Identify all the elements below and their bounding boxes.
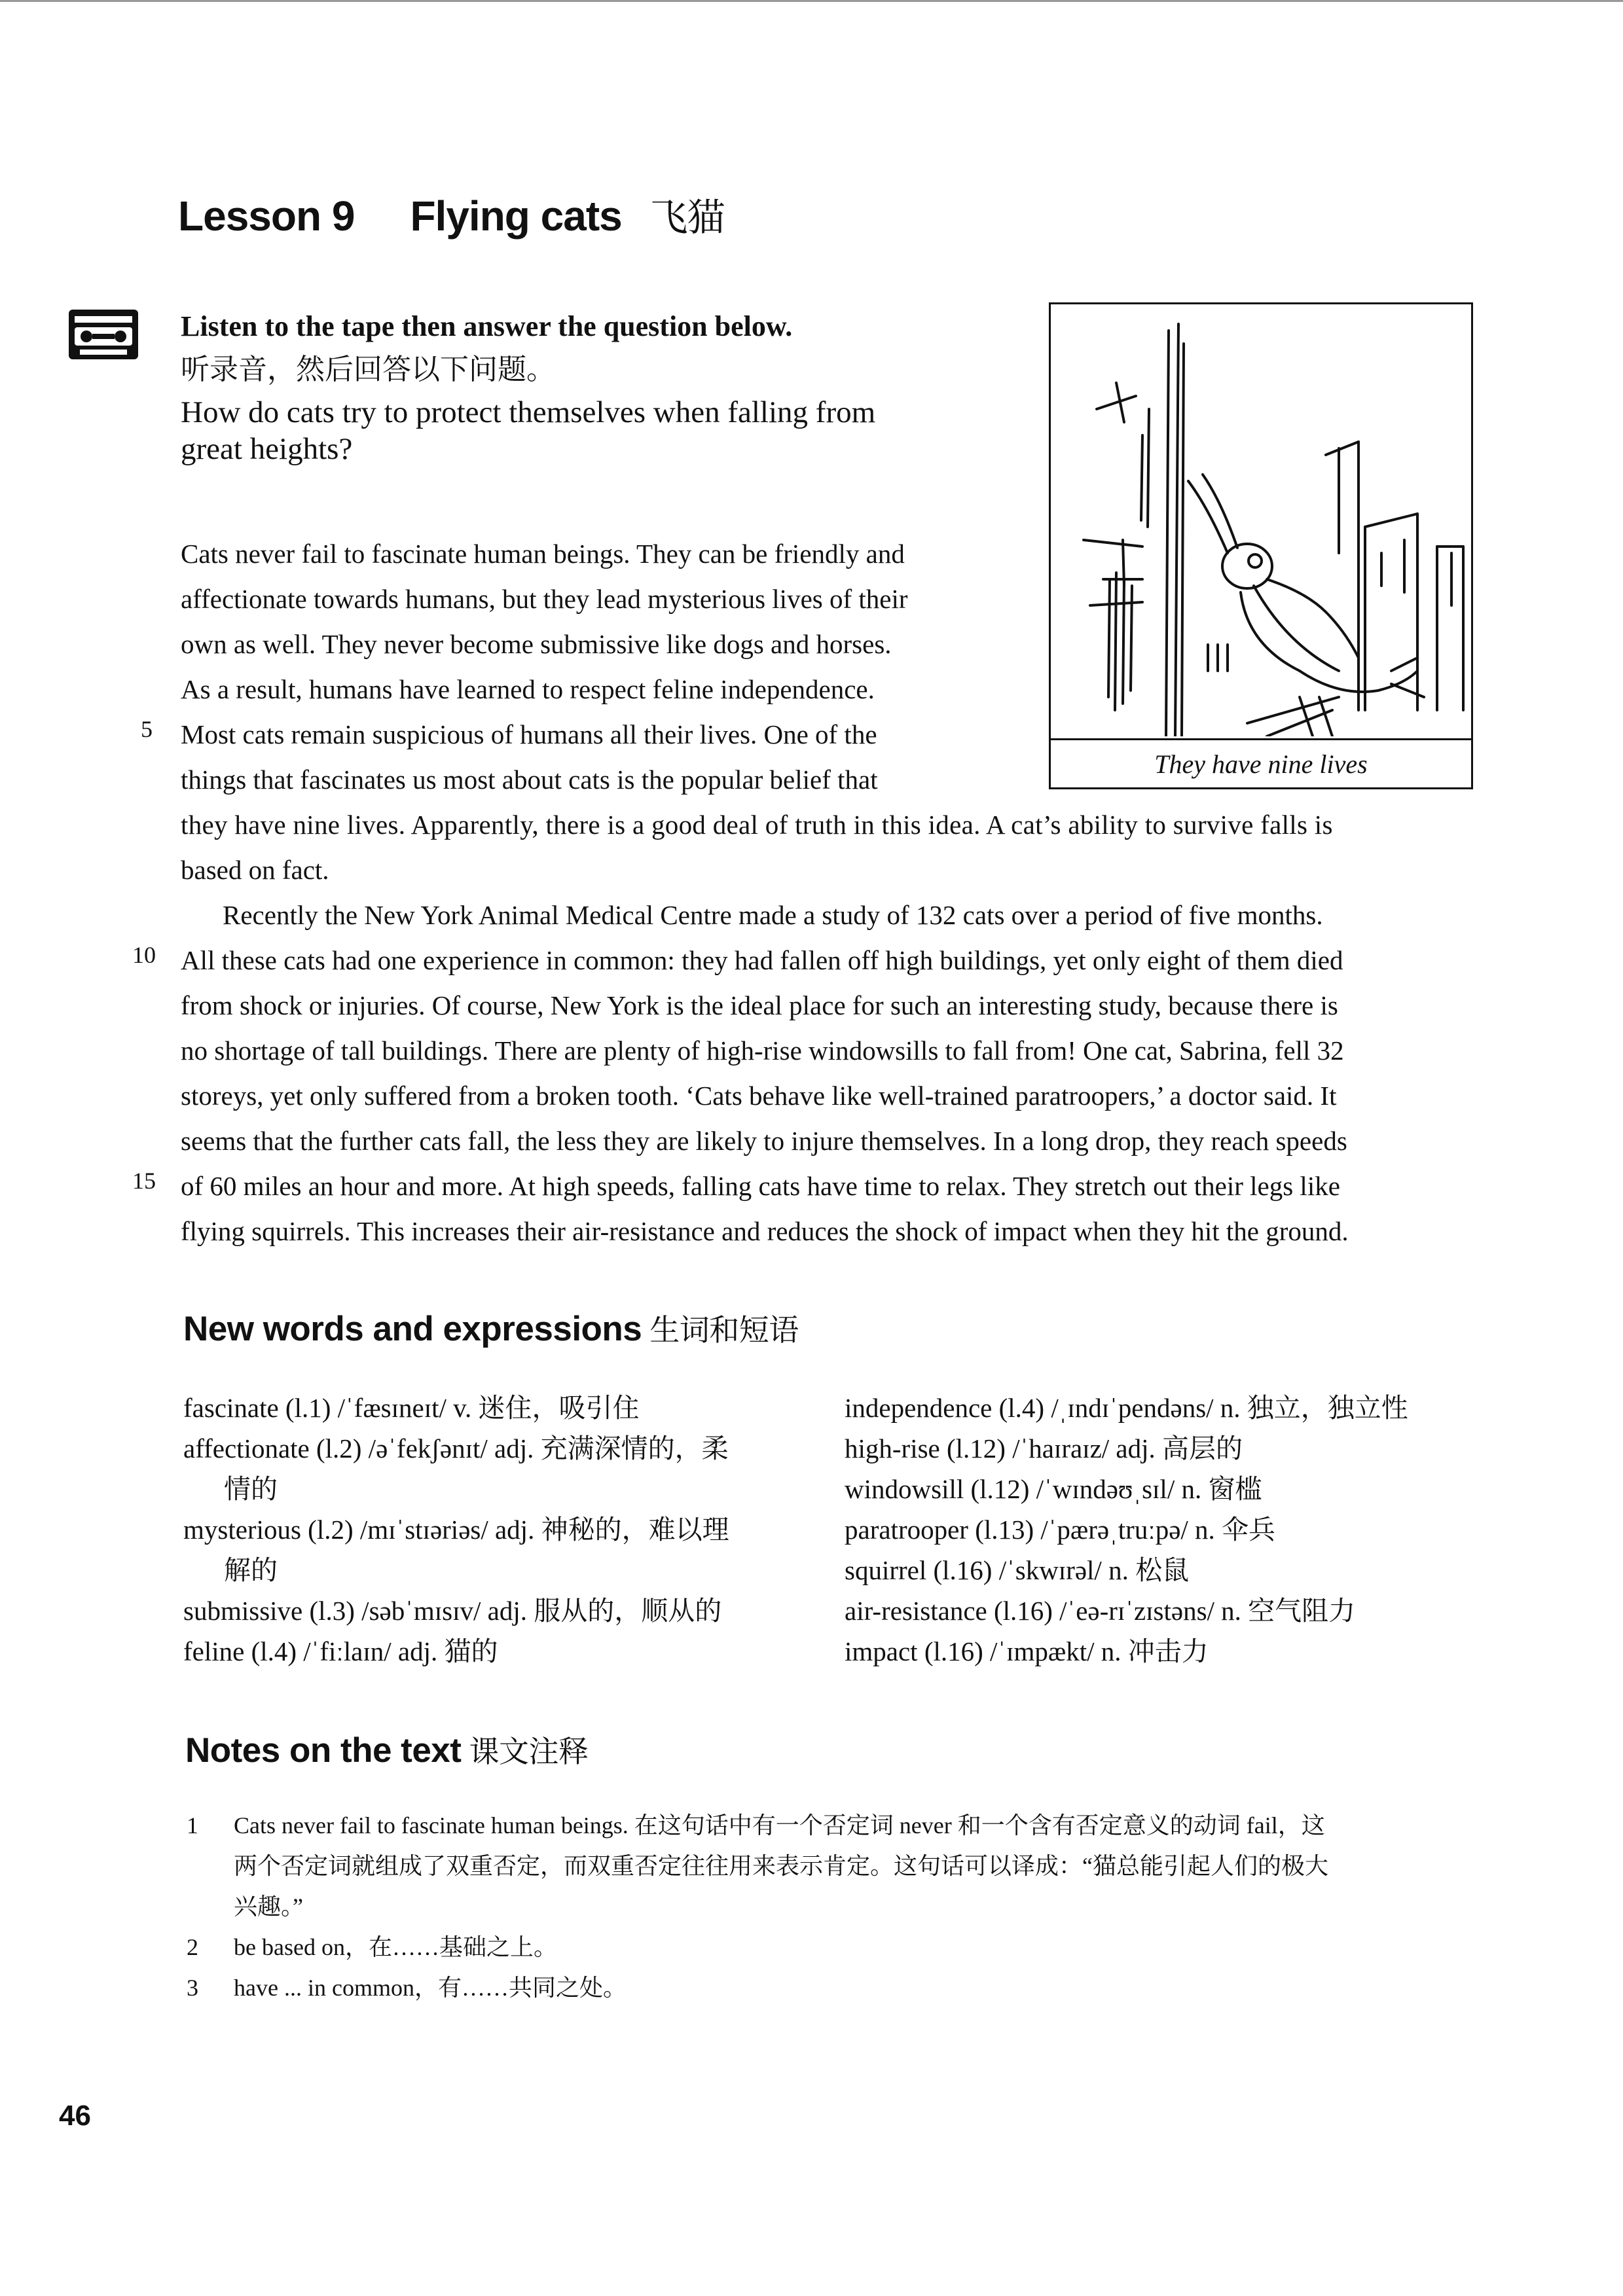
listening-instructions	[181, 308, 1025, 467]
notes-list	[187, 1805, 1496, 2028]
instruction-en: Listen to the tape then answer the question below.	[181, 310, 793, 342]
text-line: no shortage of tall buildings. There are plenty of high-rise windowsills to fall from! One cat, Sabrina, fell 32	[181, 1035, 1344, 1066]
text-line: of 60 miles an hour and more. At high speeds, falling cats have time to relax. They stretch out their legs like	[181, 1171, 1340, 1201]
vocab-item: fascinate (l.1) /ˈfæsɪneɪt/ v. 迷住，吸引住	[183, 1393, 640, 1423]
question-line-1: How do cats try to protect themselves when falling from	[181, 395, 876, 429]
vocabulary-heading-zh: 生词和短语	[649, 1312, 799, 1348]
note-line: 兴趣。”	[234, 1893, 303, 1920]
reading-text-part-2	[181, 802, 1477, 1254]
note-number: 1	[187, 1812, 198, 1839]
text-line: Recently the New York Animal Medical Centre made a study of 132 cats over a period of five months.	[223, 900, 1323, 930]
text-line: storeys, yet only suffered from a broken tooth. ‘Cats behave like well-trained paratroopers,’ a doctor said. It	[181, 1081, 1337, 1111]
page-number: 46	[59, 2100, 91, 2132]
text-line: own as well. They never become submissive like dogs and horses.	[181, 629, 892, 659]
note-number: 2	[187, 1934, 198, 1960]
vocab-item: independence (l.4) /ˌɪndɪˈpendəns/ n. 独立，独立性	[845, 1393, 1408, 1423]
notes-heading-zh: 课文注释	[469, 1734, 589, 1769]
note-line: have ... in common，有……共同之处。	[234, 1975, 627, 2001]
text-line: Cats never fail to fascinate human beings. They can be friendly and	[181, 539, 905, 569]
vocabulary-heading-en: New words and expressions	[183, 1310, 642, 1348]
vocab-item-continuation: 解的	[224, 1555, 278, 1585]
lesson-label: Lesson 9	[178, 192, 355, 240]
page-title	[178, 187, 725, 242]
text-line: flying squirrels. This increases their air-resistance and reduces the shock of impact when they hit the ground.	[181, 1216, 1349, 1246]
text-line: based on fact.	[181, 855, 329, 885]
vocab-item: affectionate (l.2) /əˈfekʃənɪt/ adj. 充满深情的，柔	[183, 1433, 729, 1463]
falling-cat-illustration	[1051, 304, 1471, 736]
lesson-title-zh: 飞猫	[649, 196, 725, 239]
vocab-item: mysterious (l.2) /mɪˈstɪəriəs/ adj. 神秘的，难以理	[183, 1515, 729, 1545]
vocab-item: high-rise (l.12) /ˈhaɪraɪz/ adj. 高层的	[845, 1433, 1243, 1463]
reading-text-part-1	[181, 531, 1058, 802]
notes-heading	[185, 1728, 588, 1771]
vocab-item: squirrel (l.16) /ˈskwɪrəl/ n. 松鼠	[845, 1555, 1190, 1585]
vocab-item-continuation: 情的	[224, 1474, 278, 1504]
line-number: 10	[132, 942, 156, 968]
vocabulary-list-left	[183, 1388, 812, 1672]
text-line: things that fascinates us most about cats is the popular belief that	[181, 764, 878, 795]
question-line-2: great heights?	[181, 432, 353, 466]
vocab-item: paratrooper (l.13) /ˈpærəˌtruːpə/ n. 伞兵	[845, 1515, 1276, 1545]
text-line: they have nine lives. Apparently, there is a good deal of truth in this idea. A cat’s ability to survive falls is	[181, 810, 1333, 840]
note-number: 3	[187, 1975, 198, 2001]
text-line: As a result, humans have learned to respect feline independence.	[181, 674, 875, 704]
note-line: be based on，在……基础之上。	[234, 1934, 557, 1960]
text-line: seems that the further cats fall, the less they are likely to injure themselves. In a long drop, they reach speeds	[181, 1126, 1347, 1156]
cat-illustration-frame	[1049, 302, 1473, 789]
note-line: 两个否定词就组成了双重否定，而双重否定往往用来表示肯定。这句话可以译成：“猫总能引起人们的极大	[234, 1853, 1328, 1879]
vocab-item: impact (l.16) /ˈɪmpækt/ n. 冲击力	[845, 1636, 1209, 1666]
top-rule	[0, 0, 1623, 2]
text-line: from shock or injuries. Of course, New York is the ideal place for such an interesting study, because there is	[181, 990, 1338, 1020]
vocabulary-heading	[183, 1306, 799, 1350]
text-line: Most cats remain suspicious of humans all their lives. One of the	[181, 719, 877, 749]
cassette-tape-icon	[67, 308, 140, 361]
caption-divider	[1051, 738, 1471, 740]
line-number: 5	[141, 716, 153, 742]
note-line: Cats never fail to fascinate human beings. 在这句话中有一个否定词 never 和一个含有否定意义的动词 fail，这	[234, 1812, 1325, 1839]
text-line: All these cats had one experience in common: they had fallen off high buildings, yet only eight of them died	[181, 945, 1343, 975]
notes-heading-en: Notes on the text	[185, 1731, 462, 1770]
vocabulary-list-right	[845, 1388, 1499, 1672]
vocab-item: feline (l.4) /ˈfiːlaɪn/ adj. 猫的	[183, 1636, 498, 1666]
line-number: 15	[132, 1168, 156, 1194]
lesson-title-en: Flying cats	[410, 192, 622, 240]
instruction-zh: 听录音，然后回答以下问题。	[181, 353, 555, 386]
vocab-item: air-resistance (l.16) /ˈeə-rɪˈzɪstəns/ n. 空气阻力	[845, 1596, 1356, 1626]
vocab-item: windowsill (l.12) /ˈwɪndəʊˌsɪl/ n. 窗槛	[845, 1474, 1262, 1504]
vocab-item: submissive (l.3) /səbˈmɪsɪv/ adj. 服从的，顺从的	[183, 1596, 722, 1626]
figure-caption: They have nine lives	[1154, 749, 1368, 779]
text-line: affectionate towards humans, but they lead mysterious lives of their	[181, 584, 908, 614]
